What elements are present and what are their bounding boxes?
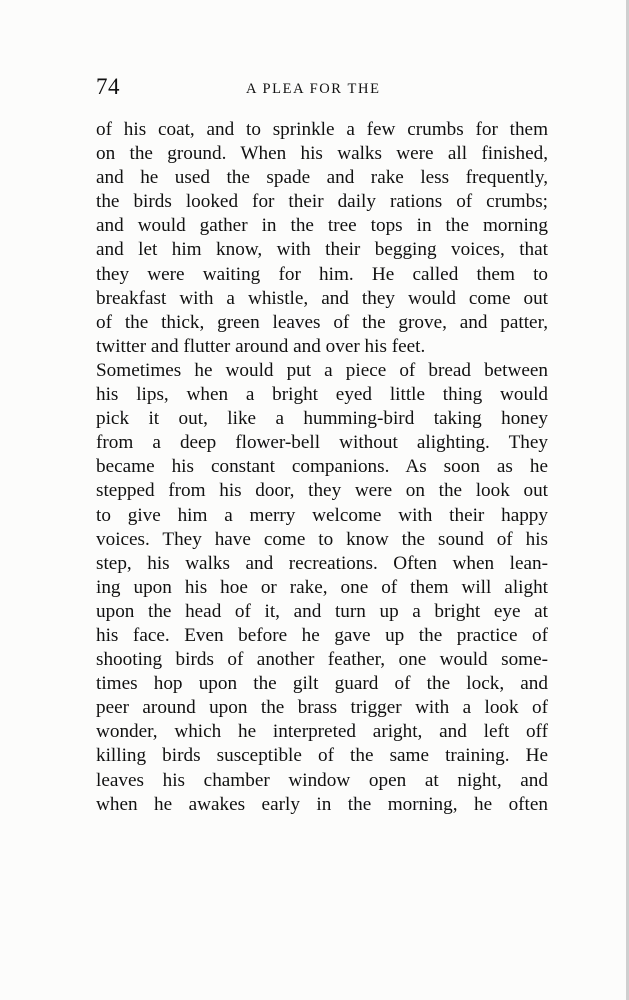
- text-line: twitter and flutter around and over his feet.: [96, 335, 426, 357]
- text-line: of his coat, and to sprinkle a few crumbs for them: [96, 119, 548, 140]
- text-line: when he awakes early in the morning, he often: [96, 793, 548, 815]
- text-line: killing birds susceptible of the same training. He: [96, 745, 548, 767]
- text-line: on the ground. When his walks were all finished,: [96, 143, 548, 165]
- text-line: from a deep flower-bell without alighting. They: [96, 432, 548, 454]
- body-text: [96, 118, 548, 817]
- text-line: to give him a merry welcome with their happy: [96, 504, 548, 526]
- text-line: Sometimes he would put a piece of bread between: [96, 359, 548, 381]
- text-line: upon the head of it, and turn up a bright eye at: [96, 600, 548, 622]
- text-line: became his constant companions. As soon as he: [96, 456, 548, 478]
- text-line: breakfast with a whistle, and they would come out: [96, 287, 548, 309]
- text-line: stepped from his door, they were on the look out: [96, 480, 548, 502]
- text-line: his face. Even before he gave up the practice of: [96, 624, 548, 646]
- text-line: they were waiting for him. He called them to: [96, 263, 548, 285]
- running-head: A PLEA FOR THE: [246, 81, 381, 97]
- text-line: wonder, which he interpreted aright, and left off: [96, 721, 548, 743]
- text-line: voices. They have come to know the sound of his: [96, 528, 548, 550]
- text-line: the birds looked for their daily rations of crumbs;: [96, 191, 548, 213]
- text-line: ing upon his hoe or rake, one of them will alight: [96, 576, 548, 598]
- text-line: his lips, when a bright eyed little thing would: [96, 384, 548, 406]
- text-line: of the thick, green leaves of the grove, and patter,: [96, 311, 548, 333]
- text-line: leaves his chamber window open at night, and: [96, 769, 548, 791]
- text-line: step, his walks and recreations. Often when lean-: [96, 552, 548, 574]
- text-line: peer around upon the brass trigger with a look of: [96, 697, 548, 719]
- text-line: pick it out, like a humming-bird taking honey: [96, 408, 548, 430]
- text-line: and would gather in the tree tops in the morning: [96, 215, 548, 237]
- text-line: shooting birds of another feather, one would some-: [96, 649, 548, 671]
- text-line: and let him know, with their begging voices, that: [96, 239, 548, 261]
- text-line: and he used the spade and rake less frequently,: [96, 167, 548, 189]
- text-line: times hop upon the gilt guard of the lock, and: [96, 673, 548, 695]
- page-number: 74: [96, 74, 120, 99]
